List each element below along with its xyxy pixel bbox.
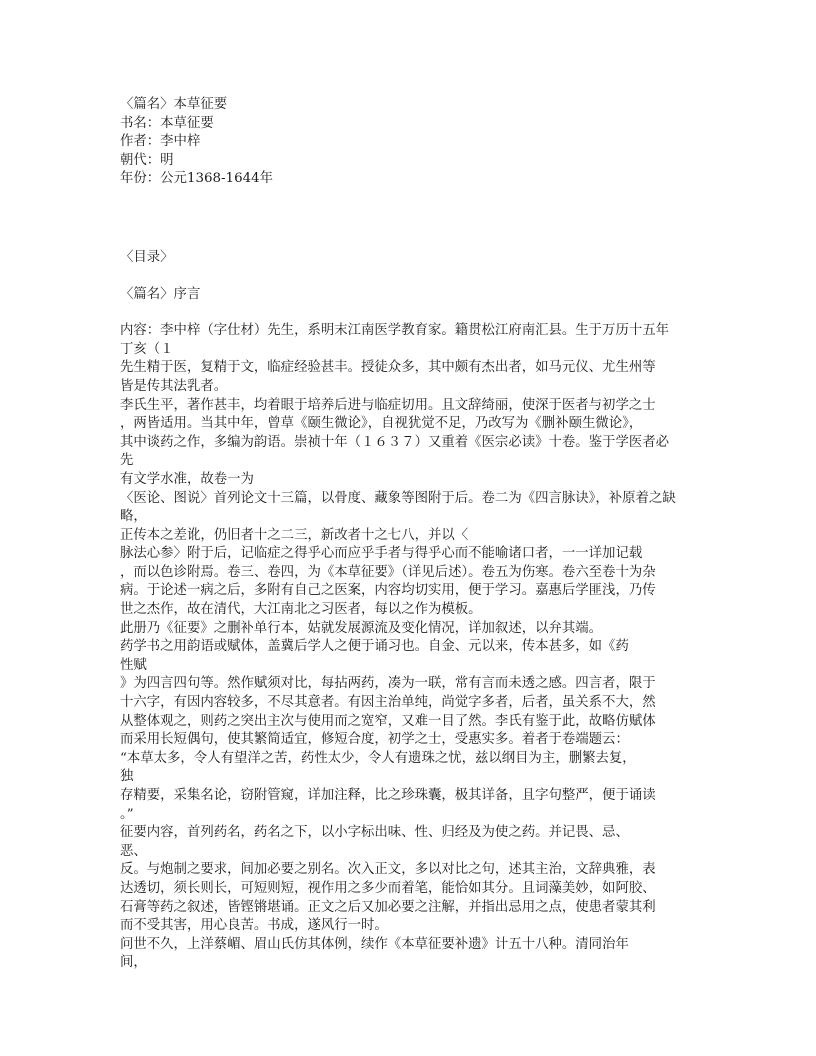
body-line: 有文学水准，故卷一为: [120, 471, 254, 487]
body-line: 丁亥（１: [120, 341, 174, 357]
body-text: [120, 322, 710, 973]
body-line: 》为四言四句等。然作赋须对比，每拈两药，凑为一联，常有言而未透之感。四言者，限于: [120, 676, 656, 692]
body-line: 此册乃《征要》之删补单行本，姑就发展源流及变化情况，详加叙述，以弁其端。: [120, 620, 603, 636]
body-line: 药学书之用韵语或赋体，盖冀后学人之便于诵习也。自金、元以来，传本甚多，如《药: [120, 639, 629, 655]
spacer: [120, 189, 710, 249]
document-page: [120, 96, 710, 973]
body-line: 其中谈药之作，多编为韵语。崇祯十年（１６３７）又重着《医宗必读》十卷。鉴于学医者必: [120, 434, 670, 450]
body-line: 独: [120, 769, 134, 785]
body-line: 先: [120, 453, 134, 469]
body-line: 而不受其害，用心良苦。书成，遂风行一时。: [120, 918, 388, 934]
body-line: 略，: [120, 509, 147, 525]
metadata-block: [120, 96, 710, 189]
meta-book-line: 书名：本草征要: [120, 115, 214, 131]
body-line: 达透切，须长则长，可短则短，视作用之多少而着笔，能恰如其分。且词藻美妙，如阿胶、: [120, 880, 656, 896]
body-line: 存精要，采集名论，窃附管窥，详加注释，比之珍珠囊，极其详备，且字句整严，便于诵读: [120, 788, 656, 803]
body-line: ，而以色诊附焉。卷三、卷四，为《本草征要》（详见后述）。卷五为伤寒。卷六至卷十为杂: [120, 564, 656, 580]
body-line: 十六字，有因内容较多，不尽其意者。有因主治单纯，尚觉字多者，后者，虽关系不大，然: [120, 695, 656, 711]
section-heading: 〈篇名〉序言: [120, 286, 201, 302]
body-line: 而采用长短偶句，使其繁简适宜，修短合度，初学之士，受惠实多。着者于卷端题云：: [120, 732, 629, 748]
body-line: 内容：李中梓（字仕材）先生，系明末江南医学教育家。籍贯松江府南汇县。生于万历十五年: [120, 323, 670, 339]
body-line: 征要内容，首列药名，药名之下，以小字标出味、性、归经及为使之药。并记畏、忌、: [120, 825, 629, 841]
body-line: 脉法心参〉附于后，记临症之得乎心而应乎手者与得乎心而不能喻诸口者，一一详加记载: [120, 546, 643, 562]
meta-year-line: 年份：公元1368-1644年: [120, 171, 274, 187]
meta-title-line: 〈篇名〉本草征要: [120, 97, 228, 112]
body-line: 间，: [120, 955, 147, 971]
body-line: 〈医论、图说〉首列论文十三篇，以骨度、藏象等图附于后。卷二为《四言脉诀》，补原着之缺: [120, 490, 676, 506]
body-line: 。”: [120, 806, 134, 822]
body-line: 病。于论述一病之后，多附有自己之医案，内容均切实用，便于学习。嘉惠后学匪浅，乃传: [120, 583, 656, 599]
spacer: [120, 268, 710, 286]
body-line: 李氏生平，著作甚丰，均着眼于培养后进与临症切用。且文辞绮丽，使深于医者与初学之士: [120, 397, 656, 413]
body-line: 石膏等药之叙述，皆铿锵堪诵。正文之后又加必要之注解，并指出忌用之点，使患者蒙其利: [120, 899, 656, 915]
body-line: 性赋: [120, 657, 147, 673]
meta-dynasty-line: 朝代：明: [120, 152, 174, 168]
body-line: 恶、: [120, 843, 147, 859]
body-line: 先生精于医，复精于文，临症经验甚丰。授徒众多，其中颇有杰出者，如马元仪、尤生州等: [120, 360, 656, 376]
toc-heading: 〈目录〉: [120, 249, 174, 265]
body-line: 世之杰作，故在清代，大江南北之习医者，每以之作为模板。: [120, 602, 482, 618]
spacer: [120, 304, 710, 322]
meta-author-line: 作者：李中梓: [120, 134, 201, 150]
body-line: 问世不久，上洋蔡嵋、眉山氏仿其体例，续作《本草征要补遗》计五十八种。清同治年: [120, 936, 629, 952]
body-line: 从整体观之，则药之突出主次与使用而之宽窄，又难一目了然。李氏有鉴于此，故略仿赋体: [120, 713, 656, 729]
body-line: ，两皆适用。当其中年，曾草《颐生微论》，自视犹觉不足，乃改写为《删补颐生微论》，: [120, 416, 643, 432]
body-line: “本草太多，令人有望洋之苦，药性太少，令人有遗珠之忧，兹以纲目为主，删繁去复，: [120, 750, 636, 766]
body-line: 正传本之差讹，仍旧者十之二三，新改者十之七八，并以〈: [120, 527, 469, 543]
body-line: 反。与炮制之要求，间加必要之别名。次入正文，多以对比之句，述其主治，文辞典雅，表: [120, 862, 656, 878]
body-line: 皆是传其法乳者。: [120, 378, 228, 394]
